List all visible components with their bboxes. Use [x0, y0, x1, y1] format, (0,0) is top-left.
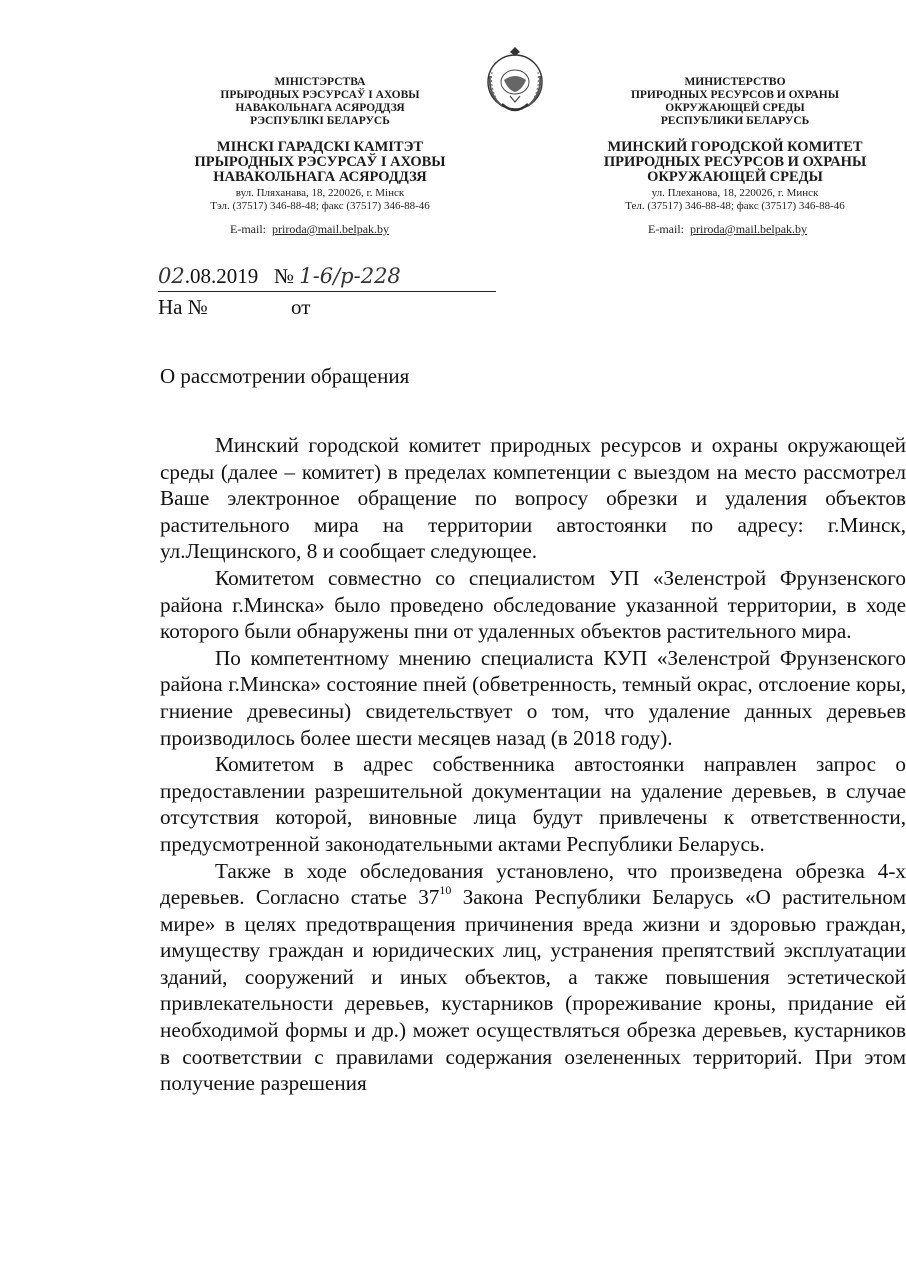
right-email-label: E-mail:	[648, 222, 684, 236]
right-committee-title	[585, 140, 885, 185]
left-committee-line: МІНСКІ ГАРАДСКІ КАМІТЭТ	[216, 139, 424, 155]
left-ministry-line: МІНІСТЭРСТВА	[274, 76, 366, 88]
reference-number-label: На №	[158, 295, 208, 319]
left-address: вул. Пляханава, 18, 220026, г. Мінск	[235, 187, 405, 199]
registration-underline	[158, 291, 496, 292]
right-ministry-line: РЕСПУБЛИКИ БЕЛАРУСЬ	[660, 115, 810, 127]
right-ministry-line: МИНИСТЕРСТВО	[684, 76, 786, 88]
right-phone: Тел. (37517) 346-88-48; факс (37517) 346-88-46	[625, 200, 845, 212]
left-ministry-title	[150, 76, 490, 128]
reference-from-label: от	[291, 295, 311, 319]
body-paragraph: Комитетом в адрес собственника автостоянки направлен запрос о предоставлении разрешительной документации на удаление деревьев, в случае отсутствия которой, виновные лица будут привлечены к ответственности, предусмотренной законодательными актами Республики Беларусь.	[160, 752, 906, 856]
body-paragraph: Минский городской комитет природных ресурсов и охраны окружающей среды (далее – комитет) в пределах компетенции с выездом на место рассмотрел Ваше электронное обращение по вопросу обрезки и удаления объектов растительного мира на территории автостоянки по адресу: г.Минск, ул.Лещинского, 8 и сообщает следующее.	[160, 433, 906, 564]
registration-number-label: №	[273, 264, 295, 288]
letter-subject: О рассмотрении обращения	[160, 364, 410, 388]
registration-line	[158, 264, 498, 289]
body-paragraph	[160, 858, 906, 1097]
left-email-label: E-mail:	[230, 222, 266, 236]
right-contact	[585, 187, 885, 213]
right-committee-line: МИНСКИЙ ГОРОДСКОЙ КОМИТЕТ	[607, 139, 863, 155]
body-paragraph-part: Также в ходе обследования установлено, что произведена обрезка 4-х деревьев. Согласно статье 37	[160, 858, 906, 910]
right-email-link[interactable]: priroda@mail.belpak.by	[690, 222, 808, 236]
right-address: ул. Плеханова, 18, 220026, г. Минск	[651, 187, 819, 199]
right-committee-line: ПРИРОДНЫХ РЕСУРСОВ И ОХРАНЫ	[603, 154, 867, 170]
left-ministry-line: РЭСПУБЛІКІ БЕЛАРУСЬ	[250, 115, 390, 127]
right-ministry-title	[585, 76, 885, 128]
left-committee-title	[150, 140, 490, 185]
belarus-emblem-icon	[482, 46, 548, 118]
left-committee-line: ПРЫРОДНЫХ РЭСУРСАЎ І АХОВЫ	[194, 154, 446, 170]
body-paragraph: По компетентному мнению специалиста КУП «Зеленстрой Фрунзенского района г.Минска» состояние пней (обветренность, темный окрас, отслоение коры, гниение древесины) свидетельствует о том, что удаление данных деревьев производилось более шести месяцев назад (в 2018 году).	[160, 645, 906, 750]
reference-line	[158, 295, 311, 320]
body-paragraph-part: Закона Республики Беларусь «О растительном мире» в целях предотвращения причинения вреда жизни и здоровью граждан, имуществу граждан и юридических лиц, устранения препятствий эксплуатации зданий, сооружений и иных объектов, а также повышения эстетической привлекательности деревьев, кустарников (прореживание кроны, придание ей необходимой формы и др.) может осуществляться обрезка деревьев, кустарников в соответствии с правилами содержания озелененных территорий. При этом получение разрешения	[160, 885, 906, 1096]
right-ministry-line: ОКРУЖАЮЩЕЙ СРЕДЫ	[665, 102, 805, 114]
registration-date: .08.2019	[184, 264, 259, 288]
registration-number: 1-6/р-228	[299, 264, 401, 288]
left-contact	[150, 187, 490, 213]
left-ministry-line: НАВАКОЛЬНАГА АСЯРОДДЗЯ	[235, 102, 405, 114]
left-committee-line: НАВАКОЛЬНАГА АСЯРОДДЗЯ	[213, 169, 427, 185]
left-phone: Тэл. (37517) 346-88-48; факс (37517) 346-88-46	[210, 200, 430, 212]
right-email	[648, 222, 807, 237]
left-ministry-line: ПРЫРОДНЫХ РЭСУРСАЎ І АХОВЫ	[220, 89, 420, 101]
registration-day: 02	[158, 264, 185, 288]
right-committee-line: ОКРУЖАЮЩЕЙ СРЕДЫ	[647, 169, 823, 185]
letter-body	[160, 432, 906, 1097]
left-email-link[interactable]: priroda@mail.belpak.by	[272, 222, 390, 236]
right-ministry-line: ПРИРОДНЫХ РЕСУРСОВ И ОХРАНЫ	[630, 89, 840, 101]
article-superscript: 10	[439, 883, 452, 898]
left-email	[230, 222, 389, 237]
body-paragraph: Комитетом совместно со специалистом УП «Зеленстрой Фрунзенского района г.Минска» было проведено обследование указанной территории, в ходе которого были обнаружены пни от удаленных объектов растительного мира.	[160, 565, 906, 644]
